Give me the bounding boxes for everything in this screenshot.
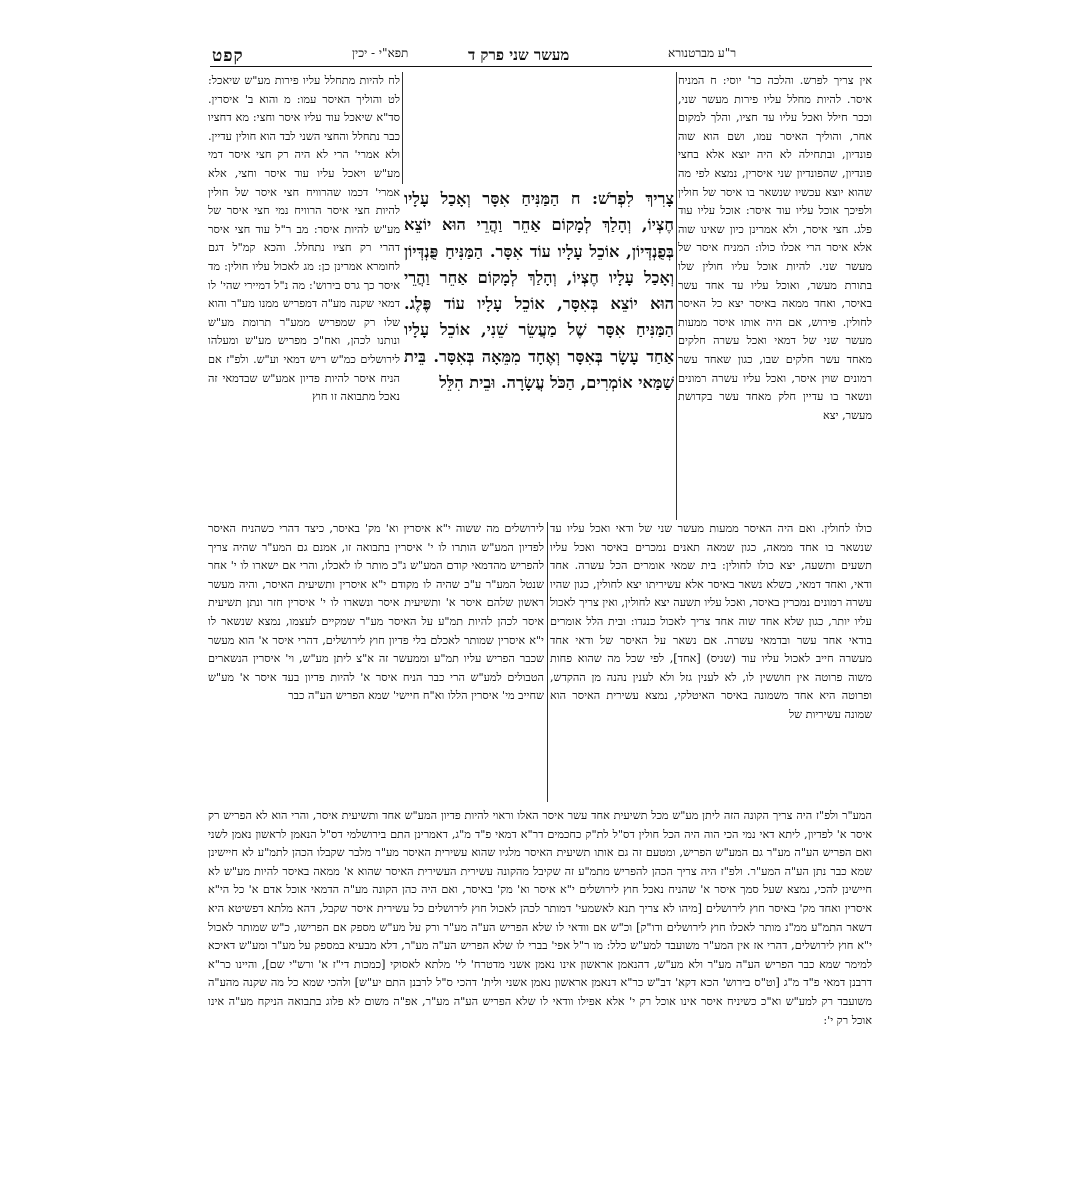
- commentary-paragraph: לירושלים מה ששוה י"א איסרין וא' מק' באיסר, כיצד דהרי כשהניח האיסר לפדיון המע"ש הותרו לו י' איסרין בתבואה זו, אמנם גם המע"ר שהיה צריך להפריש מהדמאי קודם המע"ש ג"כ מותר לו לאכלו, והרי אם ישארו לו י' אחר שנטל המע"ר ע"כ שהיה לו מקודם י"א איסרין ותשיעית האיסר, והיה מעשר ראשון שלהם איסר א' ותשיעית איסר ונשארו לו י' איסרין חזר ונתן תשיעית איסר לכהן להיות תמ"ע על האיסר מע"ר שמקיים לעצמו, נמצא שנשאר לו י"א איסרין שמותר לאכלם בלי פדיון חוץ לירושלים, דהרי איסר א' הוא מעשר שכבר הפריש עליו תמ"ע וממעשר זה א"צ ליתן מע"ש, וי' איסרין הנשארים הטבולים למע"ש הרי כבר הניח איסר א' להיות פדיון בעד איסר א' מע"ש שחייב מי' איסרין הללו וא"ח חיישי' שמא הפריש הע"ה כבר: [208, 522, 544, 703]
- mishnah-text: [404, 186, 674, 516]
- commentary-paragraph: המע"ר ולפ"ז היה צריך הקונה הזה ליתן מע"ש מכל תשיעית אחד עשר איסר האלו וראוי להיות פדיון המע"ש אחד ותשיעית איסר, והרי הוא לא הפריש רק איסר א' לפדיון, ליתא דאי נמי הכי הוה היה הכל חולין דס"ל לת"ק כחכמים דר"א דמאי פ"ד מ"ג, דאמרינן התם בירושלמי דס"ל הנאמן לראשון נאמן לשני ואם הפריש הע"ה מע"ר גם המע"ש הפריש, ומטעם זה גם אותו תשיעית האיסר מלגיו שהוא עשירית האיסר מע"ר מלבר שקבלו הכהן לתמ"ע לא חיישינן שמא כבר נתן הע"ה המע"ר. ולפ"ז היה צריך הכהן להפריש מתמ"ע זה שקיבל מהקונה עשירית העשירית האיסר שהוא א' ממאה באיסר להיות מע"ש לא חיישינן להכי, נמצא שעל סמך איסר א' שהניח נאכל חוץ לירושלים י"א איסר וא' מק' באיסר, ואם היה כהן הקונה מע"ה הדמאי אוכל אדם א' כל הי"א איסרין ואחד מק' באיסר חוץ לירושלים [מיהו לא צריך תנא לאשמעי' דמותר לכהן לאכול חוץ לירושלים כל עשירית איסר שקבל, דהא מלתא דפשיטא היא דשאר התמ"ע ממ"נ מותר לאכלו חוץ לירושלים ודו"ק] וכ"ש אם וודאי לו שלא הפריש הע"ה מע"ר ורק על מע"ש מספק אם הפרישו, כ"ש שמותר לאכול י"א חוץ לירושלים, דהרי אז אין המע"ר משועבד למע"ש כלל: מו ר"ל אפי' בברי לו שלא הפריש הע"ה מע"ר, דלא מבעיא במספק על מע"ר ומע"ש דאיכא למימר שמא כבר הפריש הע"ה מע"ר ולא מע"ש, דהנאמן אראשון אינו נאמן אשני מדטרח' לי' מלתא לאסוקי [כמכות די"ז א' ורש"י שם], והיינו כר"א דרבנן דמאי פ"ד מ"ג [וט"ס בירוש' הכא דקא' דב"ש כר"א דנאמן אראשון נאמן אשני ולית' דהכי ס"ל לרבנן התם יע"ש] ולהכי שמא כל מה שקנה מהע"ה משועבד רק למע"ש וא"כ כשיניח איסר אינו אוכל רק י' אלא אפילו וודאי לו שלא הפריש הע"ה מע"ר, אפ"ה משום לא פלוג בתבואה הניקח מע"ה אינו אוכל רק י':: [208, 809, 872, 1027]
- page-number: קפט: [212, 46, 244, 66]
- yachin-commentary-middle: [208, 520, 544, 802]
- header-rule: [210, 66, 872, 67]
- yachin-commentary-top: [208, 72, 400, 517]
- yachin-commentary-bottom: [208, 807, 872, 1137]
- mishnah-paragraph: צָרִיךְ לִפְרֹשׁ: ח הַמַּנִּיחַ אִסָּר וְאָכַל עָלָיו חֶצְיוֹ, וְהָלַךְ לְמָקוֹם אַחֵר וַהֲרֵי הוּא יוֹצֵא בְּפֻנְדְּיוֹן, אוֹכֵל עָלָיו עוֹד אִסָּר. הַמַּנִּיחַ פֻּנְדְּיוֹן וְאָכַל עָלָיו חֶצְיוֹ, וְהָלַךְ לְמָקוֹם אַחֵר וַהֲרֵי הוּא יוֹצֵא בְּאִסָּר, אוֹכֵל עָלָיו עוֹד פֶּלֶג. הַמַּנִּיחַ אִסָּר שֶׁל מַעֲשֵׂר שֵׁנִי, אוֹכֵל עָלָיו אַחַד עָשָׂר בְּאִסָּר וְאֶחָד מִמֵּאָה בְּאִסָּר. בֵּית שַׁמַּאי אוֹמְרִים, הַכֹּל עֲשָׂרָה. וּבֵית הִלֵּל: [404, 189, 674, 393]
- chapter-title: מעשר שני פרק ד: [468, 46, 570, 64]
- commentary-paragraph: כולו לחולין. ואם היה האיסר ממעות מעשר שני של ודאי ואכל עליו עד שנשאר בו אחד ממאה, כגון שמאה תאנים נמכרים באיסר ואכל עליו תשעים ותשעה, יצא כולו לחולין: בית שמאי אומרים הכל עשרה. אחד ודאי, ואחד דמאי, כשלא נשאר באיסר אלא עשיריתו יצא לחולין, כגון שהיו עשרה רמונים נמכרין באיסר, ואכל עליו תשעה יצא לחולין, ואין צריך לאכול עליו יותר, כגון שלא אחד שוה אחד צריך לאכול כנגדו: ובית הלל אומרים בודאי אחד עשר ובדמאי עשרה. אם נשאר על האיסר של ודאי אחד מעשרה חייב לאכול עליו עוד (שניס) [אחד], לפי שכל מה שהוא פחות משוה פרוטה אין חוששין לו, לא לענין גזל ולא לענין נהנה מן ההקדש, ופרוטה היא אחד משמונה באיסר האיטלקי, נמצא עשירית האיסר הוא שמונה עשיריות של: [550, 522, 872, 721]
- column-divider: [402, 72, 403, 184]
- column-divider: [547, 522, 548, 802]
- column-divider: [676, 72, 677, 520]
- commentary-paragraph: אין צריך לפרש. והלכה כר' יוסי: ח המניח איסר. להיות מחלל עליו פירות מעשר שני, וככר חילל ואכל עליו עד חציו, והלך למקום אחר, והוליך האיסר עמו, ושם הוא שוה פונדיון, ובתחילה לא היה יוצא אלא בחצי פונדיון, שהפונדיון שני איסרין, נמצא לפי מה שהוא יוצא עכשיו שנשאר בו איסר של חולין ולפיכך אוכל עליו עוד איסר: אוכל עליו עוד פלג. חצי איסר, ולא אמרינן כיון שאינו שוה אלא איסר הרי אכלו כולו: המניח איסר של מעשר שני. להיות אוכל עליו חולין שלו בתורת מעשר, ואוכל עליו עד אחד עשר באיסר, ואחד ממאה באיסר יצא כל האיסר לחולין. פירוש, אם היה אותו איסר ממעות מעשר שני של דמאי ואכל עשרה חלקים מאחד עשר חלקים שבו, כגון שאחד עשר רמונים שוין איסר, ואכל עליו עשרה רמונים ונשאר בו עדיין חלק מאחד עשר בקדושת מעשר, יצא: [678, 74, 872, 422]
- volume-label: תפא"י - יכין: [352, 46, 409, 60]
- commentator-label: ר"ע מברטנורא: [668, 46, 737, 60]
- bartenura-commentary-top: [678, 72, 872, 534]
- bartenura-commentary-bottom: [550, 520, 872, 802]
- commentary-paragraph: לח להיות מתחלל עליו פירות מע"ש שיאכל: לט והוליך האיסר עמו: מ והוא ב' איסרין. סד"א שיאכל עוד עליו איסר וחצי: מא דחציו כבר נתחלל והחצי השני לבד הוא חולין עדיין. ולא אמרי' הרי לא היה רק חצי איסר דמי מע"ש ויאכל עליו עוד איסר וחצי, אלא אמרי' דכמו שהרוויח חצי איסר של חולין להיות חצי איסר הרוויח נמי חצי איסר של מע"ש להיות איסר: מב ר"ל עוד חצי איסר דהרי רק חציו נתחלל. והכא קמ"ל דגם לחומרא אמרינן כן: מג לאכול עליו חולין: מד איסר כך גרס בירוש': מה נ"ל דמיירי שהי' לו דמאי שקנה מע"ה דמפריש ממנו מע"ר והוא שלו רק שמפריש ממע"ר תרומת מע"ש ונותנו לכהן, ואח"כ מפריש מע"ש ומעלהו לירושלים כמ"ש ריש דמאי וע"ש. ולפ"ז אם הניח איסר להיות פדיון אמע"ש שבדמאי זה נאכל מתבואה זו חוץ: [208, 74, 400, 404]
